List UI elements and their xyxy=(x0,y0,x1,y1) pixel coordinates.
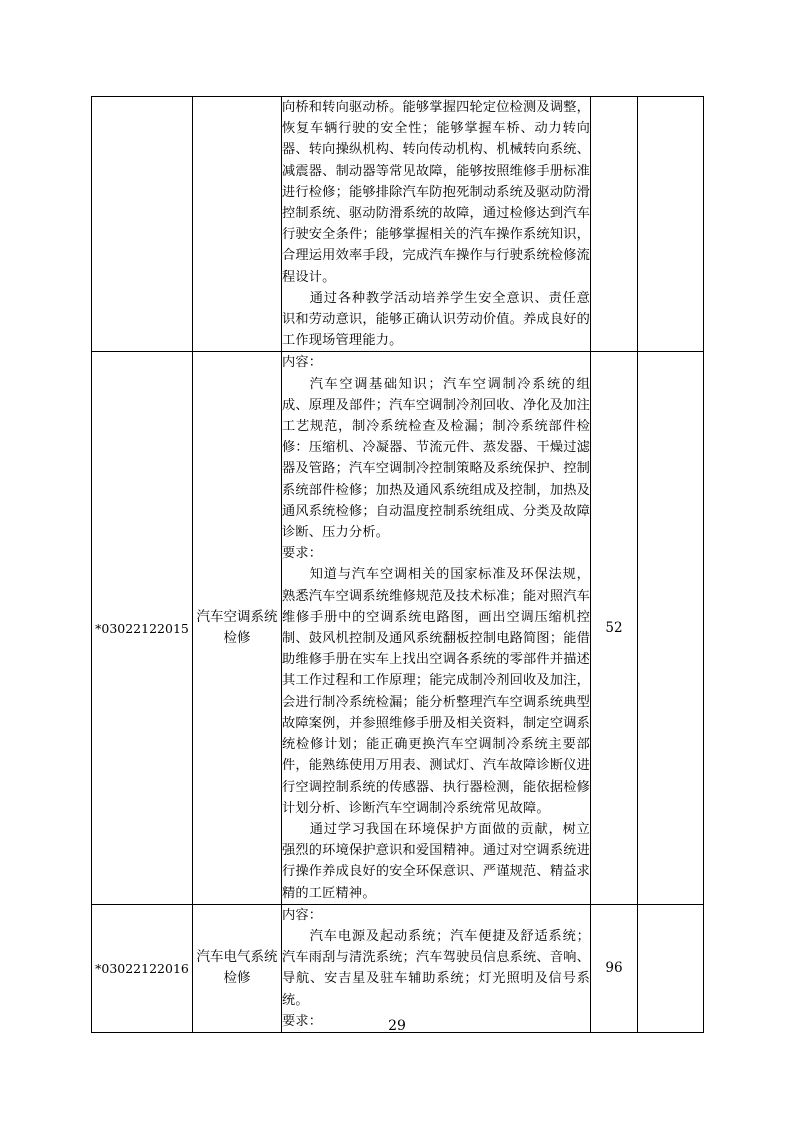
course-hours-cell: 52 xyxy=(591,352,638,904)
table-row xyxy=(92,97,704,352)
course-name-cell: 汽车电气系统检修 xyxy=(193,904,282,1032)
page-number: 29 xyxy=(388,1018,406,1034)
description-paragraph: 通过学习我国在环境保护方面做的贡献，树立强烈的环境保护意识和爱国精神。通过对空调系统进行操作养成良好的安全环保意识、严谨规范、精益求精的工匠精神。 xyxy=(282,821,590,901)
course-hours-cell xyxy=(591,97,638,352)
description-paragraph: 汽车空调基础知识；汽车空调制冷系统的组成、原理及部件；汽车空调制冷剂回收、净化及加注工艺规范，制冷系统检查及检漏；制冷系统部件检修：压缩机、冷凝器、节流元件、蒸发器、干燥过滤器及管路；汽车空调制冷控制策略及系统保护、控制系统部件检修；加热及通风系统组成及控制，加热及通风系统检修；自动温度控制系统组成、分类及故障诊断、压力分析。 xyxy=(282,376,590,541)
course-name-cell xyxy=(193,97,282,352)
course-note-cell xyxy=(638,352,704,904)
description-paragraph: 通过各种教学活动培养学生安全意识、责任意识和劳动意识，能够正确认识劳动价值。养成良好的工作现场管理能力。 xyxy=(282,290,590,349)
course-table xyxy=(91,96,704,1033)
course-note-cell xyxy=(638,904,704,1032)
table-row xyxy=(92,904,704,1032)
course-description-cell xyxy=(282,97,591,352)
course-code-cell: *03022122015 xyxy=(92,352,193,904)
course-code-cell: *03022122016 xyxy=(92,904,193,1032)
table-row xyxy=(92,352,704,904)
description-paragraph: 知道与汽车空调相关的国家标准及环保法规，熟悉汽车空调系统维修规范及技术标准；能对照汽车维修手册中的空调系统电路图，画出空调压缩机控制、鼓风机控制及通风系统翻板控制电路简图；能借助维修手册在实车上找出空调各系统的零部件并描述其工作过程和工作原理；能完成制冷剂回收及加注，会进行制冷系统检漏；能分析整理汽车空调系统典型故障案例，并参照维修手册及相关资料，制定空调系统检修计划；能正确更换汽车空调制冷系统主要部件，能熟练使用万用表、测试灯、汽车故障诊断仪进行空调控制系统的传感器、执行器检测，能依据检修计划分析、诊断汽车空调制冷系统常见故障。 xyxy=(282,567,590,816)
course-description-cell xyxy=(282,352,591,904)
description-heading: 内容： xyxy=(282,907,323,923)
description-heading: 要求： xyxy=(282,1013,323,1029)
description-paragraph: 向桥和转向驱动桥。能够掌握四轮定位检测及调整，恢复车辆行驶的安全性；能够掌握车桥、动力转向器、转向操纵机构、转向传动机构、机械转向系统、减震器、制动器等常见故障，能够按照维修手册标准进行检修；能够排除汽车防抱死制动系统及驱动防滑控制系统、驱动防滑系统的故障，通过检修达到汽车行驶安全条件；能够掌握相关的汽车操作系统知识，合理运用效率手段，完成汽车操作与行驶系统检修流程设计。 xyxy=(282,100,590,285)
description-heading: 内容： xyxy=(282,355,323,371)
course-name-cell: 汽车空调系统检修 xyxy=(193,352,282,904)
description-paragraph: 汽车电源及起动系统；汽车便捷及舒适系统；汽车雨刮与清洗系统；汽车驾驶员信息系统、音响、导航、安吉星及驻车辅助系统；灯光照明及信号系统。 xyxy=(282,928,590,1008)
course-note-cell xyxy=(638,97,704,352)
course-code-cell xyxy=(92,97,193,352)
course-hours-cell: 96 xyxy=(591,904,638,1032)
course-description-cell xyxy=(282,904,591,1032)
description-heading: 要求： xyxy=(282,546,323,562)
